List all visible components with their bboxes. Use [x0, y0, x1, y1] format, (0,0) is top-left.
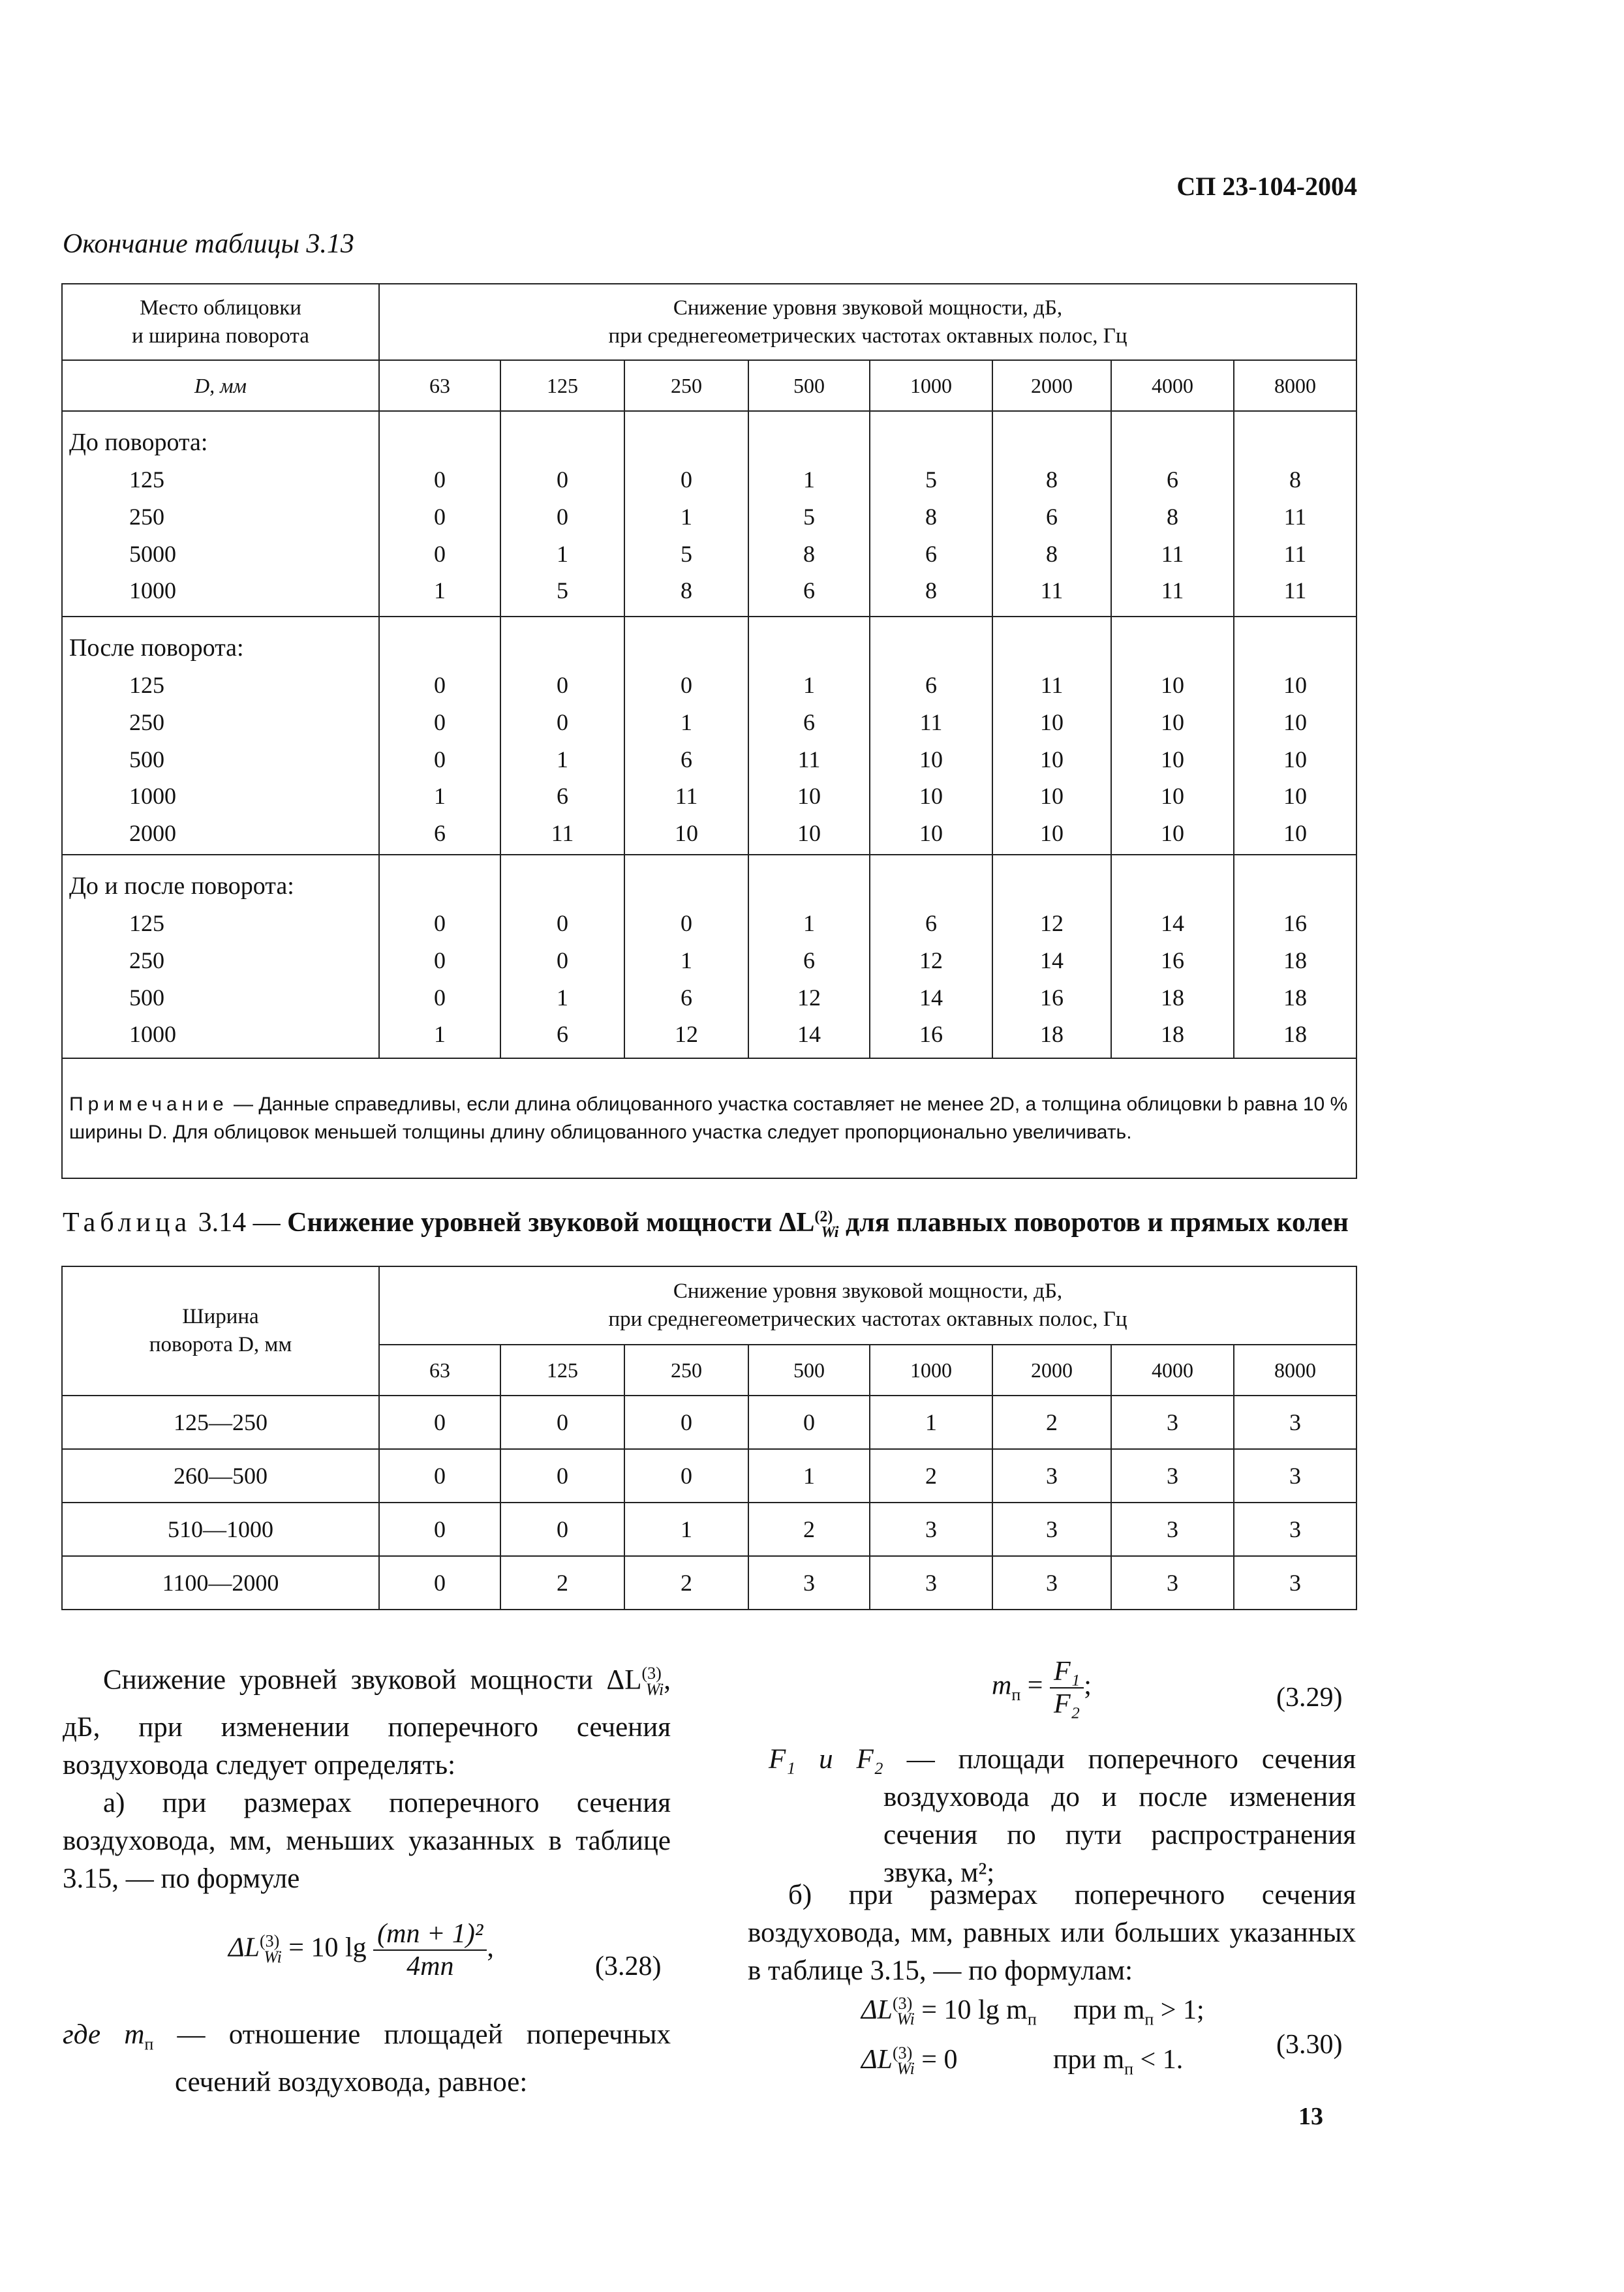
cell-value: 11 — [1040, 577, 1064, 604]
cell-value: 16 — [1040, 984, 1064, 1011]
freq-header: 125 — [500, 360, 624, 411]
freq-header: 500 — [748, 1345, 870, 1396]
cell-value: 11 — [1161, 540, 1184, 567]
cell-value: 8 — [681, 577, 692, 604]
cell-value: 2 — [992, 1396, 1111, 1449]
cell-value: 6 — [803, 577, 815, 604]
cell-value: 0 — [379, 1396, 500, 1449]
cell-value: 5 — [557, 577, 568, 604]
cell-value: 6 — [434, 820, 446, 847]
freq-header: 4000 — [1111, 1345, 1234, 1396]
value-cell — [1234, 411, 1356, 617]
freq-header: 2000 — [992, 360, 1111, 411]
cell-value: 11 — [919, 709, 943, 735]
cell-value: 0 — [379, 1449, 500, 1503]
cell-value: 14 — [797, 1021, 821, 1048]
value-cell — [379, 617, 500, 855]
paragraph: б) при размерах поперечного сечения воздуховода, мм, равных или больших указанных в таблице 3.15, — по формулам: — [748, 1880, 1356, 1986]
cell-value: 10 — [1283, 746, 1307, 772]
row-label: 125 — [129, 672, 164, 698]
table-row — [62, 1556, 1356, 1610]
row-label: 500 — [129, 746, 164, 772]
cell-value: 10 — [1161, 746, 1184, 772]
group-title: После поворота: — [69, 634, 244, 662]
cell-value: 3 — [748, 1556, 870, 1610]
cell-value: 0 — [557, 503, 568, 530]
formula-number-3-29: (3.29) — [1276, 1683, 1343, 1713]
cell-value: 1 — [870, 1396, 992, 1449]
formula-3-30b: $\Delta L^{(3)}_{Wi} = 0$ при $m_п < 1$. — [861, 2043, 1184, 2079]
note-label: Примечание — [69, 1093, 228, 1115]
value-cell — [1111, 617, 1234, 855]
cell-value: 10 — [1040, 820, 1064, 847]
formula-3-30a: $\Delta L^{(3)}_{Wi} = 10$ $\lg m_п$ при $m_п > 1$; — [861, 1994, 1204, 2029]
table-number: 3.14 — — [191, 1208, 288, 1238]
cell-value: 8 — [1046, 540, 1058, 567]
cell-value: 2 — [870, 1449, 992, 1503]
value-cell — [500, 411, 624, 617]
cell-value: 11 — [797, 746, 821, 772]
value-cell — [748, 411, 870, 617]
cell-value: 3 — [1234, 1556, 1356, 1610]
cell-value: 14 — [1161, 910, 1184, 936]
table-header-width: Ширина поворота D, мм — [62, 1266, 379, 1396]
freq-header: 1000 — [870, 1345, 992, 1396]
cell-value: 10 — [1283, 820, 1307, 847]
cell-value: 6 — [557, 1021, 568, 1048]
cell-value: 10 — [675, 820, 698, 847]
cell-value: 0 — [500, 1503, 624, 1556]
cell-value: 6 — [925, 672, 937, 698]
left-where-text — [63, 2016, 671, 2101]
table-header-reduction: Снижение уровня звуковой мощности, дБ, при среднегеометрических частотах октавных полос, Гц — [379, 284, 1356, 360]
cell-value: 14 — [1040, 947, 1064, 973]
row-label: 260—500 — [62, 1449, 379, 1503]
cell-value: 6 — [803, 947, 815, 973]
value-cell — [500, 617, 624, 855]
value-cell — [748, 855, 870, 1058]
freq-header: 8000 — [1234, 1345, 1356, 1396]
cell-value: 11 — [1040, 672, 1064, 698]
cell-value: 3 — [870, 1556, 992, 1610]
cell-value: 5 — [803, 503, 815, 530]
cell-value: 6 — [681, 746, 692, 772]
table-header-reduction: Снижение уровня звуковой мощности, дБ, при среднегеометрических частотах октавных полос, Гц — [379, 1266, 1356, 1345]
row-label: 125 — [129, 466, 164, 493]
table-title: Снижение уровней звуковой мощности $\Delta L^{(2)}_{Wi}$ для плавных поворотов и прямых колен — [287, 1208, 1349, 1242]
formula-3-28: $\Delta L^{(3)}_{Wi} = 10$ lg $\frac{\text{(mп + 1)²}}{4mп}$ , — [228, 1919, 494, 1981]
cell-value: 0 — [434, 503, 446, 530]
group-label-cell — [62, 617, 379, 855]
right-definition — [769, 1741, 1356, 1892]
document-code: СП 23-104-2004 — [1176, 172, 1357, 201]
row-label: 125—250 — [62, 1396, 379, 1449]
cell-value: 0 — [748, 1396, 870, 1449]
cell-value: 11 — [1283, 540, 1307, 567]
cell-value: 0 — [681, 910, 692, 936]
cell-value: 10 — [919, 783, 943, 810]
left-column-text — [63, 1655, 671, 1898]
row-label: 1000 — [129, 783, 176, 810]
row-label: 1100—2000 — [62, 1556, 379, 1610]
value-cell — [1111, 855, 1234, 1058]
cell-value: 5 — [925, 466, 937, 493]
cell-value: 3 — [870, 1503, 992, 1556]
cell-value: 11 — [675, 783, 698, 810]
cell-value: 0 — [434, 746, 446, 772]
row-label: 250 — [129, 947, 164, 973]
value-cell — [992, 617, 1111, 855]
cell-value: 11 — [551, 820, 574, 847]
value-cell — [992, 855, 1111, 1058]
value-cell — [379, 411, 500, 617]
row-label: 510—1000 — [62, 1503, 379, 1556]
cell-value: 8 — [803, 540, 815, 567]
cell-value: 6 — [681, 984, 692, 1011]
cell-value: 1 — [748, 1449, 870, 1503]
cell-value: 1 — [434, 783, 446, 810]
cell-value: 14 — [919, 984, 943, 1011]
cell-value: 1 — [803, 672, 815, 698]
cell-value: 6 — [1046, 503, 1058, 530]
cell-value: 0 — [434, 709, 446, 735]
cell-value: 10 — [919, 746, 943, 772]
cell-value: 18 — [1040, 1021, 1064, 1048]
freq-header: 1000 — [870, 360, 992, 411]
table-header-d: D, мм — [62, 360, 379, 411]
value-cell — [624, 855, 748, 1058]
row-label: 1000 — [129, 1021, 176, 1048]
cell-value: 16 — [919, 1021, 943, 1048]
cell-value: 12 — [919, 947, 943, 973]
cell-value: 6 — [803, 709, 815, 735]
fraction: $\frac{\text{F₁}}{\text{F₂}}$ — [1050, 1656, 1084, 1720]
table-row — [62, 1503, 1356, 1556]
cell-value: 10 — [797, 783, 821, 810]
cell-value: 10 — [1040, 746, 1064, 772]
cell-value: 2 — [748, 1503, 870, 1556]
freq-header: 4000 — [1111, 360, 1234, 411]
cell-value: 0 — [434, 540, 446, 567]
value-cell — [379, 855, 500, 1058]
cell-value: 10 — [1283, 783, 1307, 810]
cell-value: 0 — [557, 672, 568, 698]
table-note — [62, 1058, 1356, 1178]
cell-value: 11 — [1283, 577, 1307, 604]
cell-value: 1 — [434, 1021, 446, 1048]
cell-value: 3 — [1234, 1449, 1356, 1503]
cell-value: 8 — [925, 503, 937, 530]
freq-header: 8000 — [1234, 360, 1356, 411]
cell-value: 0 — [681, 466, 692, 493]
group-title: До поворота: — [69, 429, 208, 456]
formula-number-3-30: (3.30) — [1276, 2030, 1343, 2060]
cell-value: 11 — [1283, 503, 1307, 530]
cell-value: 10 — [1283, 672, 1307, 698]
table-header-location: Место облицовки и ширина поворота — [62, 284, 379, 360]
right-paragraph — [748, 1876, 1356, 1990]
cell-value: 3 — [992, 1503, 1111, 1556]
cell-value: 1 — [557, 540, 568, 567]
cell-value: 0 — [557, 910, 568, 936]
paragraph: а) при размерах поперечного сечения воздуховода, мм, меньших указанных в таблице 3.15, — по формуле — [63, 1787, 671, 1894]
cell-value: 6 — [1167, 466, 1178, 493]
cell-value: 0 — [557, 466, 568, 493]
value-cell — [1234, 617, 1356, 855]
cell-value: 8 — [925, 577, 937, 604]
cell-value: 0 — [434, 910, 446, 936]
cell-value: 0 — [500, 1396, 624, 1449]
cell-value: 0 — [379, 1503, 500, 1556]
freq-header: 250 — [624, 360, 748, 411]
cell-value: 0 — [434, 466, 446, 493]
cell-value: 12 — [1040, 910, 1064, 936]
formula-3-29: $m_п$ = $\frac{\text{F₁}}{\text{F₂}}$ ; — [992, 1657, 1092, 1719]
cell-value: 6 — [925, 910, 937, 936]
fraction: $\frac{\text{(mп + 1)²}}{4mп}$ — [373, 1918, 487, 1982]
cell-value: 6 — [925, 540, 937, 567]
value-cell — [1234, 855, 1356, 1058]
cell-value: 1 — [681, 503, 692, 530]
cell-value: 3 — [1111, 1449, 1234, 1503]
cell-value: 16 — [1161, 947, 1184, 973]
cell-value: 18 — [1283, 1021, 1307, 1048]
cell-value: 18 — [1161, 984, 1184, 1011]
table-3-13 — [61, 283, 1357, 1179]
cell-value: 3 — [1111, 1556, 1234, 1610]
table-row — [62, 1449, 1356, 1503]
row-label: 500 — [129, 984, 164, 1011]
paragraph: Снижение уровней звуковой мощности $\Delta L^{(3)}_{Wi}$, дБ, при изменении поперечного сечения воздуховода следует определять: — [63, 1664, 671, 1780]
cell-value: 8 — [1289, 466, 1301, 493]
value-cell — [870, 411, 992, 617]
cell-value: 0 — [434, 672, 446, 698]
cell-value: 18 — [1283, 984, 1307, 1011]
cell-value: 0 — [434, 947, 446, 973]
cell-value: 5 — [681, 540, 692, 567]
page-number: 13 — [1298, 2103, 1323, 2130]
cell-value: 1 — [557, 984, 568, 1011]
freq-header: 125 — [500, 1345, 624, 1396]
freq-header: 63 — [379, 360, 500, 411]
cell-value: 3 — [1111, 1396, 1234, 1449]
cell-value: 10 — [1161, 709, 1184, 735]
table-row — [62, 1396, 1356, 1449]
cell-value: 3 — [1234, 1503, 1356, 1556]
table-group-before-after — [62, 855, 1356, 1058]
row-label: 250 — [129, 709, 164, 735]
table-group-before — [62, 411, 1356, 617]
freq-header: 2000 — [992, 1345, 1111, 1396]
freq-header: 250 — [624, 1345, 748, 1396]
cell-value: 1 — [434, 577, 446, 604]
cell-value: 8 — [1167, 503, 1178, 530]
cell-value: 6 — [557, 783, 568, 810]
cell-value: 8 — [1046, 466, 1058, 493]
cell-value: 10 — [919, 820, 943, 847]
cell-value: 1 — [681, 709, 692, 735]
cell-value: 0 — [557, 947, 568, 973]
cell-value: 10 — [1040, 783, 1064, 810]
value-cell — [500, 855, 624, 1058]
cell-value: 10 — [1161, 820, 1184, 847]
cell-value: 10 — [1283, 709, 1307, 735]
freq-header: 500 — [748, 360, 870, 411]
cell-value: 0 — [624, 1449, 748, 1503]
cell-value: 0 — [500, 1449, 624, 1503]
cell-value: 12 — [797, 984, 821, 1011]
cell-value: 10 — [1161, 783, 1184, 810]
cell-value: 3 — [992, 1449, 1111, 1503]
value-cell — [870, 617, 992, 855]
paragraph: где $m_п$ — отношение площадей поперечных сечений воздуховода, равное: — [63, 2019, 671, 2098]
cell-value: 11 — [1161, 577, 1184, 604]
cell-value: 0 — [624, 1396, 748, 1449]
cell-value: 1 — [681, 947, 692, 973]
cell-value: 3 — [992, 1556, 1111, 1610]
cell-value: 18 — [1161, 1021, 1184, 1048]
table-label: Таблица — [63, 1208, 192, 1238]
row-label: 5000 — [129, 540, 176, 567]
group-title: До и после поворота: — [69, 872, 294, 900]
cell-value: 1 — [803, 910, 815, 936]
value-cell — [624, 617, 748, 855]
cell-value: 2 — [500, 1556, 624, 1610]
table-group-after — [62, 617, 1356, 855]
freq-header: 63 — [379, 1345, 500, 1396]
cell-value: 0 — [379, 1556, 500, 1610]
cell-value: 3 — [1234, 1396, 1356, 1449]
row-label: 125 — [129, 910, 164, 936]
value-cell — [870, 855, 992, 1058]
cell-value: 12 — [675, 1021, 698, 1048]
row-label: 1000 — [129, 577, 176, 604]
cell-value: 10 — [1161, 672, 1184, 698]
value-cell — [624, 411, 748, 617]
formula-number-3-28: (3.28) — [595, 1951, 662, 1981]
cell-value: 0 — [557, 709, 568, 735]
value-cell — [992, 411, 1111, 617]
cell-value: 0 — [681, 672, 692, 698]
cell-value: 1 — [624, 1503, 748, 1556]
cell-value: 0 — [434, 984, 446, 1011]
table-continuation-title: Окончание таблицы 3.13 — [63, 229, 354, 259]
value-cell — [1111, 411, 1234, 617]
cell-value: 1 — [557, 746, 568, 772]
cell-value: 10 — [797, 820, 821, 847]
group-label-cell — [62, 411, 379, 617]
cell-value: 16 — [1283, 910, 1307, 936]
cell-value: 1 — [803, 466, 815, 493]
table-3-14-caption — [63, 1207, 1349, 1242]
row-label: 250 — [129, 503, 164, 530]
note-text: — Данные справедливы, если длина облицованного участка составляет не менее 2D, а толщина облицовки b равна 10 % ширины D. Для облицовок меньшей толщины длину облицованного участка следует пропорционально увеличивать. — [69, 1093, 1348, 1143]
table-3-14 — [61, 1266, 1357, 1610]
cell-value: 18 — [1283, 947, 1307, 973]
group-label-cell — [62, 855, 379, 1058]
value-cell — [748, 617, 870, 855]
row-label: 2000 — [129, 820, 176, 847]
cell-value: 2 — [624, 1556, 748, 1610]
cell-value: 3 — [1111, 1503, 1234, 1556]
cell-value: 10 — [1040, 709, 1064, 735]
paragraph: F₁ и F₂ — площади поперечного сечения воздуховода до и после изменения сечения по пути распространения звука, м²; — [769, 1744, 1356, 1888]
